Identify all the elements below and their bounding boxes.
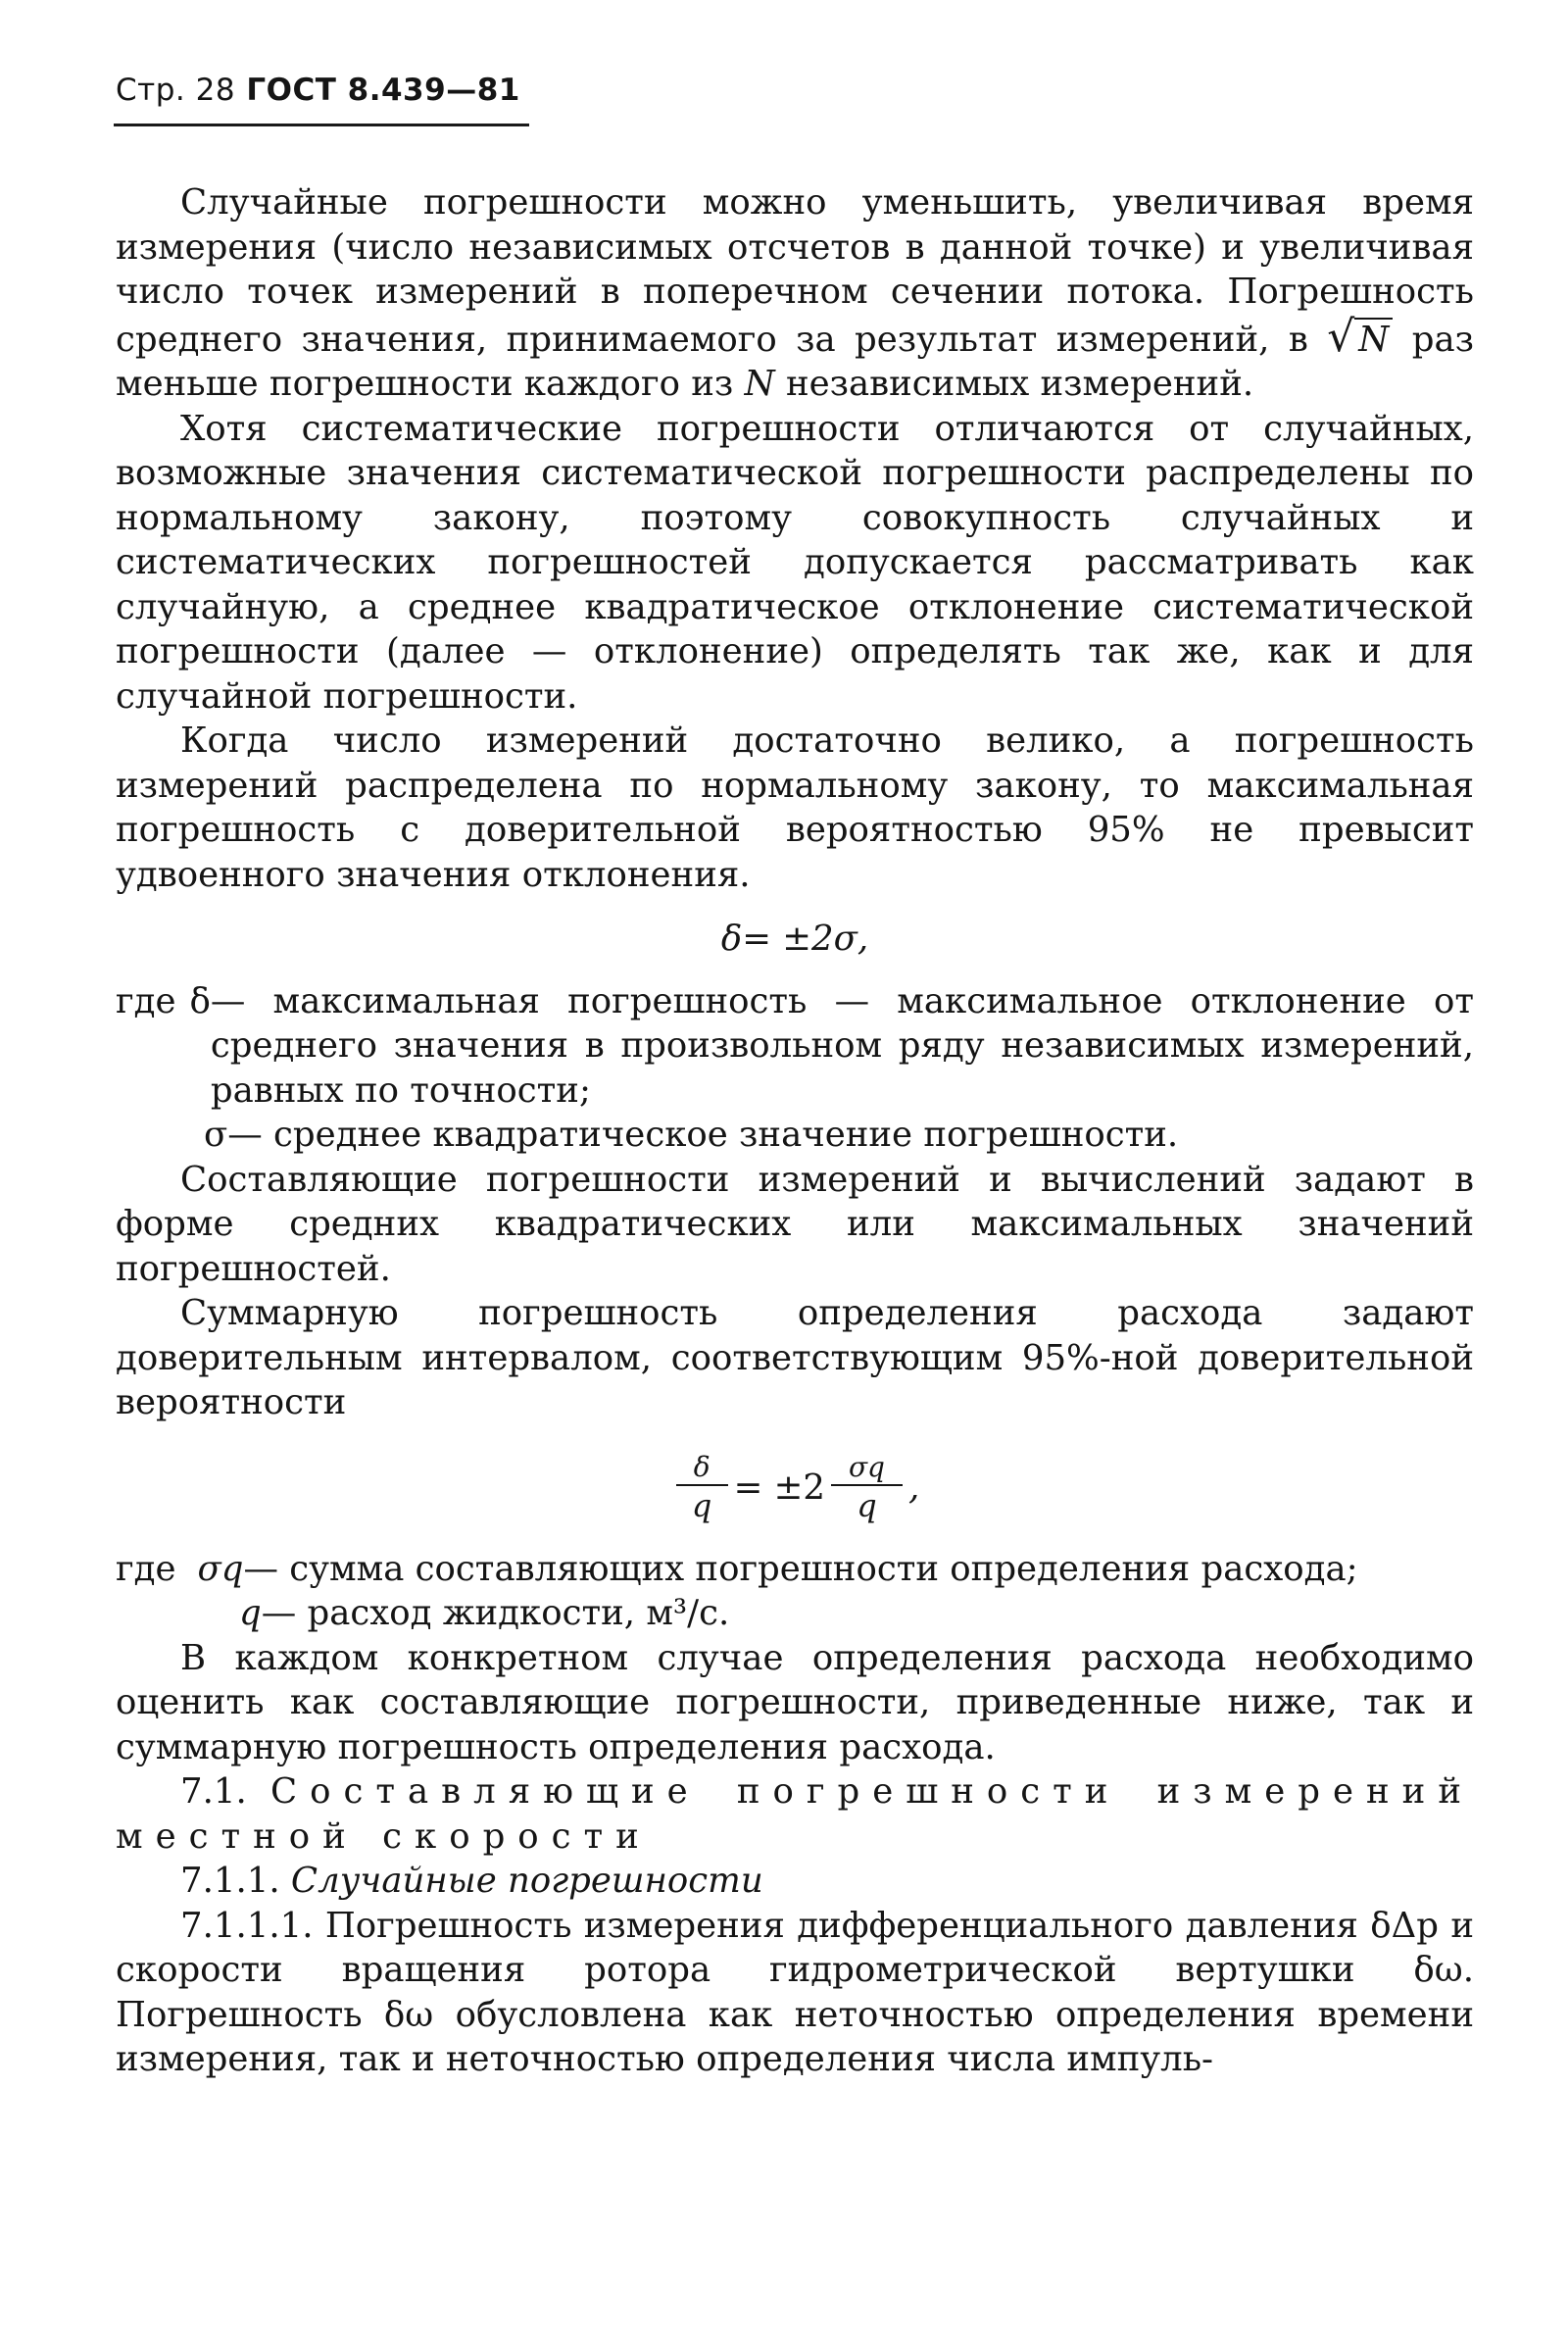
definition-text: — среднее квадратическое значение погрешности. (227, 1115, 1179, 1155)
definitions-block-2 (116, 1547, 1474, 1636)
standard-code: ГОСТ 8.439—81 (246, 73, 520, 108)
definition-text: — сумма составляющих погрешности определения расхода; (243, 1548, 1358, 1589)
definition-term: σ (204, 1115, 228, 1155)
section-7-1-heading (116, 1769, 1474, 1859)
definitions-block-1 (116, 979, 1474, 1158)
paragraph-7-1-1-1: 7.1.1.1. Погрешность измерения дифференциального давления δΔp и скорости вращения ротора гидрометрической вертушки δω. Погрешность δω обусловлена как неточностью определения времени измерения, так и неточностью определения числа импуль- (116, 1905, 1474, 2079)
formula-comma: , (907, 1467, 920, 1508)
paragraph-components: Составляющие погрешности измерений и вычислений задают в форме средних квадратических или максимальных значений погрешностей. (116, 1159, 1474, 1289)
formula-equals: = ±2 (733, 1467, 825, 1508)
section-7-1-1-heading (116, 1859, 1474, 1904)
paragraph-systematic-errors: Хотя систематические погрешности отличаются от случайных, возможные значения систематической погрешности распределены по нормальному закону, поэтому совокупность случайных и систематических погрешностей допускается рассматривать как случайную, а среднее квадратическое отклонение систематической погрешности (далее — отклонение) определять так же, как и для случайной погрешности. (116, 408, 1474, 717)
fraction-denominator: q (857, 1486, 877, 1524)
section-number: 7.1.1. (180, 1861, 280, 1901)
paragraph-text: независимых измерений. (774, 364, 1254, 404)
section-number: 7.1. (180, 1771, 247, 1812)
header-divider (114, 124, 529, 126)
body-text (116, 180, 1474, 2082)
fraction-numerator: σq (848, 1450, 885, 1483)
paragraph-each-case: В каждом конкретном случае определения расхода необходимо оценить как составляющие погрешности, приведенные ниже, так и суммарную погрешность определения расхода. (116, 1637, 1474, 1767)
paragraph-random-errors (116, 180, 1474, 407)
page-number: Стр. 28 (116, 73, 236, 108)
paragraph-text: раз меньше погрешности каждого из (116, 319, 1474, 404)
definition-delta (116, 979, 1474, 1114)
definition-text: — расход жидкости, м³/с. (261, 1593, 730, 1633)
definition-q (116, 1591, 1474, 1636)
definition-sigma-q (116, 1547, 1474, 1592)
fraction-numerator: δ (693, 1450, 710, 1483)
definition-term: σq (197, 1548, 244, 1589)
paragraph-text: Случайные погрешности можно уменьшить, увеличивая время измерения (число независимых отсчетов в данной точке) и увеличивая число точек измерений в поперечном сечении потока. Погрешность среднего значения, принимаемого за результат измерений, в (116, 182, 1474, 360)
definition-where: где (116, 1548, 176, 1589)
definition-term: q (239, 1593, 262, 1633)
formula-relative-error (116, 1451, 1474, 1525)
paragraph-total-error: Суммарную погрешность определения расхода задают доверительным интервалом, соответствующим 95%-ной доверительной вероятности (116, 1293, 1474, 1422)
variable-n: N (744, 364, 775, 404)
definition-sigma (116, 1113, 1474, 1158)
fraction-sigma-over-q (831, 1451, 903, 1525)
formula-delta-2sigma: δ= ±2σ, (720, 919, 869, 959)
definition-text: — максимальная погрешность — максимальное отклонение от среднего значения в произвольном ряду независимых измерений, равных по точности; (210, 980, 1474, 1111)
definition-term: δ (189, 980, 211, 1021)
definition-where: где (116, 980, 176, 1021)
paragraph-max-error: Когда число измерений достаточно велико, а погрешность измерений распределена по нормальному закону, то максимальная погрешность с доверительной вероятностью 95% не превысит удвоенного значения отклонения. (116, 721, 1474, 895)
sqrt-argument: N (1354, 318, 1393, 360)
sqrt-symbol: √ (1327, 311, 1355, 362)
section-title: Составляющие погрешности измерений местной скорости (116, 1771, 1474, 1857)
fraction-delta-over-q (676, 1451, 728, 1525)
section-title: Случайные погрешности (290, 1861, 763, 1901)
page-header (116, 73, 520, 108)
fraction-denominator: q (691, 1486, 712, 1524)
